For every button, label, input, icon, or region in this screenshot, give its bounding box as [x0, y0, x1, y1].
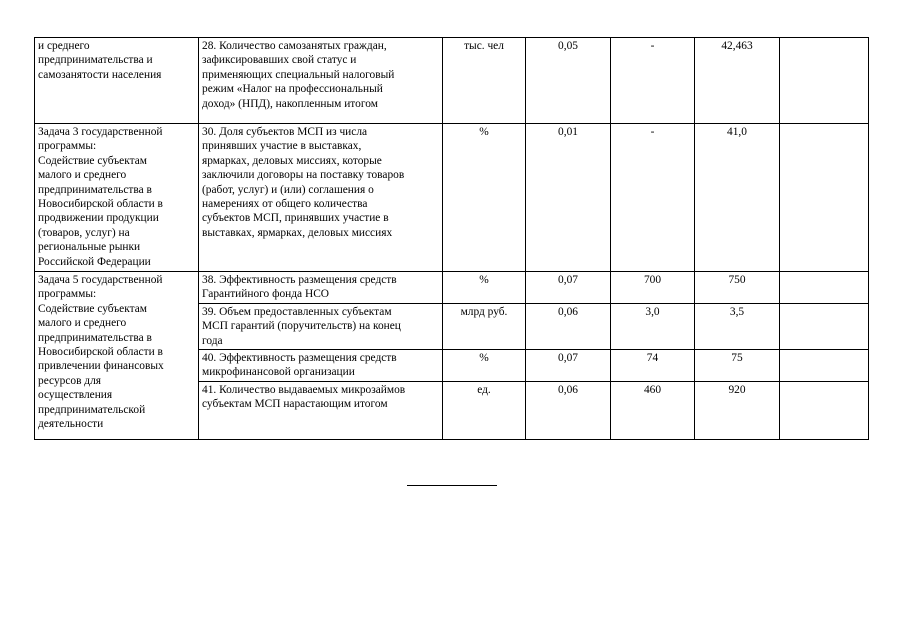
text-line: МСП гарантий (поручительств) на конец: [202, 320, 401, 333]
end-separator-line: [407, 485, 497, 486]
text-line: режим «Налог на профессиональный: [202, 83, 383, 96]
text-line: Новосибирской области в: [38, 198, 163, 211]
base-value-cell: -: [611, 38, 695, 124]
text-line: и среднего: [38, 40, 90, 52]
unit-cell: %: [443, 350, 526, 382]
extra-cell: [780, 303, 869, 349]
text-line: (товаров, услуг) на: [38, 226, 130, 239]
weight-cell: 0,01: [526, 124, 611, 272]
task-cell: [35, 272, 199, 440]
base-value-cell: -: [611, 124, 695, 272]
text-line: 40. Эффективность размещения средств: [202, 352, 397, 365]
text-line: выставках, ярмарках, деловых миссиях: [202, 226, 393, 239]
unit-cell: млрд руб.: [443, 303, 526, 349]
text-line: Гарантийного фонда НСО: [202, 288, 330, 301]
text-line: продвижении продукции: [38, 212, 159, 225]
text-line: малого и среднего: [38, 317, 127, 330]
base-value-cell: 460: [611, 381, 695, 439]
text-line: намерениях от общего количества: [202, 198, 368, 211]
extra-cell: [780, 350, 869, 382]
text-line: принявших участие в выставках,: [202, 140, 362, 153]
text-line: Российской Федерации: [38, 255, 151, 268]
weight-cell: 0,06: [526, 303, 611, 349]
text-line: 30. Доля субъектов МСП из числа: [202, 126, 368, 138]
text-line: предпринимательства в: [38, 331, 152, 344]
text-line: Задача 5 государственной: [38, 274, 163, 286]
text-line: малого и среднего: [38, 169, 127, 182]
text-line: Новосибирской области в: [38, 346, 163, 359]
extra-cell: [780, 124, 869, 272]
weight-cell: 0,05: [526, 38, 611, 124]
text-line: осуществления: [38, 389, 113, 402]
indicator-cell: [199, 38, 443, 124]
indicator-cell: [199, 350, 443, 382]
text-line: зафиксировавших свой статус и: [202, 54, 357, 67]
indicator-cell: [199, 381, 443, 439]
text-line: предпринимательства в: [38, 183, 152, 196]
text-line: Содействие субъектам: [38, 154, 147, 167]
text-line: ресурсов для: [38, 374, 102, 387]
text-line: 39. Объем предоставленных субъектам: [202, 305, 392, 318]
text-line: ярмарках, деловых миссиях, которые: [202, 154, 382, 167]
target-value-cell: 920: [695, 381, 780, 439]
text-line: деятельности: [38, 418, 104, 431]
text-line: программы:: [38, 140, 97, 153]
extra-cell: [780, 272, 869, 304]
indicator-cell: [199, 303, 443, 349]
text-line: заключили договоры на поставку товаров: [202, 169, 405, 182]
indicator-cell: [199, 272, 443, 304]
text-line: субъектам МСП нарастающим итогом: [202, 398, 388, 411]
table-row: [35, 38, 869, 124]
unit-cell: тыс. чел: [443, 38, 526, 124]
text-line: субъектов МСП, принявших участие в: [202, 212, 389, 225]
unit-cell: ед.: [443, 381, 526, 439]
weight-cell: 0,06: [526, 381, 611, 439]
text-line: (работ, услуг) и (или) соглашения о: [202, 183, 374, 196]
base-value-cell: 700: [611, 272, 695, 304]
unit-cell: %: [443, 124, 526, 272]
base-value-cell: 3,0: [611, 303, 695, 349]
target-value-cell: 41,0: [695, 124, 780, 272]
table-row: [35, 272, 869, 304]
target-value-cell: 750: [695, 272, 780, 304]
text-line: Содействие субъектам: [38, 302, 147, 315]
text-line: предпринимательской: [38, 403, 146, 416]
text-line: региональные рынки: [38, 241, 141, 254]
weight-cell: 0,07: [526, 272, 611, 304]
text-line: микрофинансовой организации: [202, 366, 355, 379]
extra-cell: [780, 381, 869, 439]
target-value-cell: 42,463: [695, 38, 780, 124]
text-line: 38. Эффективность размещения средств: [202, 274, 397, 286]
text-line: доход» (НПД), накопленным итогом: [202, 97, 378, 110]
text-line: года: [202, 334, 223, 347]
text-line: применяющих специальный налоговый: [202, 68, 395, 81]
target-value-cell: 3,5: [695, 303, 780, 349]
task-cell: [35, 124, 199, 272]
extra-cell: [780, 38, 869, 124]
text-line: привлечении финансовых: [38, 360, 164, 373]
indicators-table: [34, 37, 869, 440]
table-row: [35, 124, 869, 272]
text-line: предпринимательства и: [38, 54, 153, 67]
text-line: 28. Количество самозанятых граждан,: [202, 40, 387, 52]
target-value-cell: 75: [695, 350, 780, 382]
indicator-cell: [199, 124, 443, 272]
base-value-cell: 74: [611, 350, 695, 382]
task-cell: [35, 38, 199, 124]
text-line: самозанятости населения: [38, 68, 162, 81]
text-line: Задача 3 государственной: [38, 126, 163, 138]
text-line: 41. Количество выдаваемых микрозаймов: [202, 383, 406, 396]
weight-cell: 0,07: [526, 350, 611, 382]
text-line: программы:: [38, 288, 97, 301]
unit-cell: %: [443, 272, 526, 304]
